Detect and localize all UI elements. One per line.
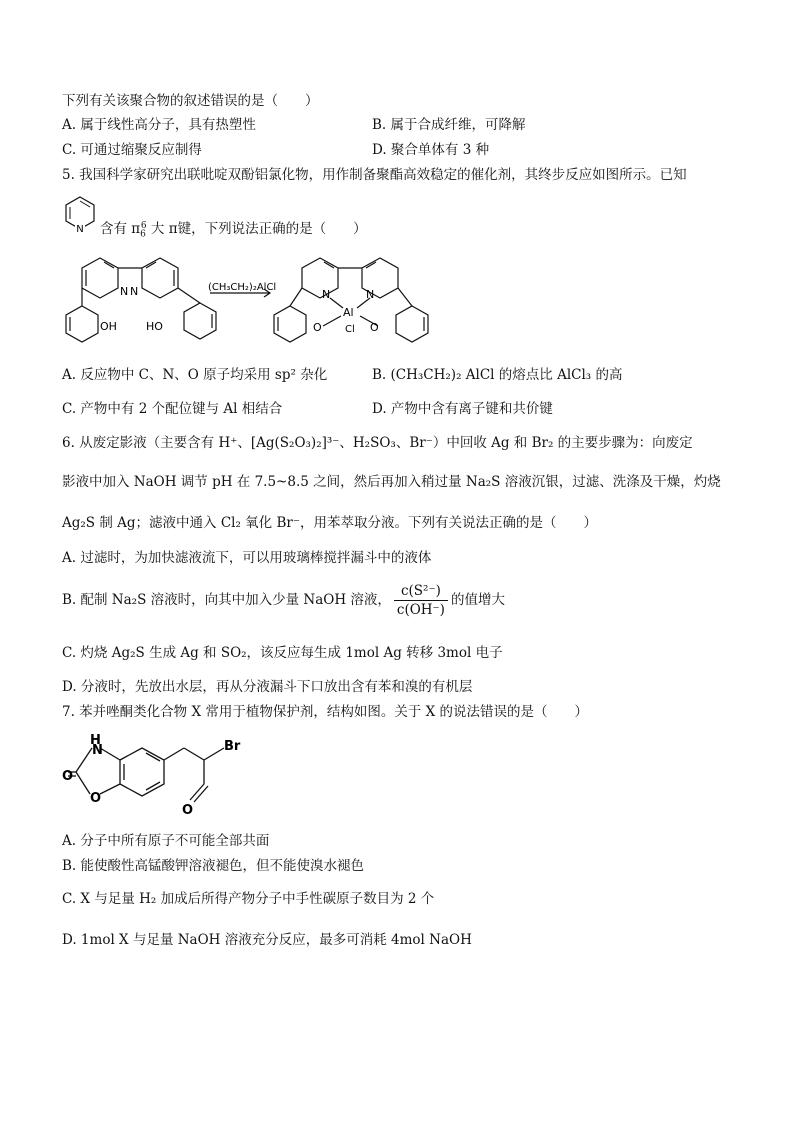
q6-option-c: C. 灼烧 Ag₂S 生成 Ag 和 SO₂，该反应每生成 1mol Ag 转移 3mol 电子 <box>62 645 503 661</box>
q4-stem: 下列有关该聚合物的叙述错误的是（ ） <box>62 93 319 109</box>
pyridine-n-label: N <box>76 224 84 234</box>
product-n2-label: N <box>366 288 375 301</box>
q5-stem-line2 <box>100 220 367 238</box>
q6-option-d: D. 分液时，先放出水层，再从分液漏斗下口放出含有苯和溴的有机层 <box>62 679 473 695</box>
q5-option-b-prefix: B. <box>372 367 391 383</box>
q5-line2-suffix: 大 π键，下列说法正确的是（ ） <box>146 221 367 237</box>
q7-option-c: C. X 与足量 H₂ 加成后所得产物分子中手性碳原子数目为 2 个 <box>62 891 435 907</box>
pi-subscript: 6 <box>140 229 146 240</box>
q7-stem: 7. 苯并唑酮类化合物 X 常用于植物保护剂，结构如图。关于 X 的说法错误的是（ ） <box>62 704 589 720</box>
q5-option-d: D. 产物中含有离子键和共价键 <box>372 401 553 417</box>
compound-n-label: N <box>92 743 103 758</box>
product-al-label: Al <box>343 306 354 319</box>
q7-option-d: D. 1mol X 与足量 NaOH 溶液充分反应，最多可消耗 4mol NaOH <box>62 932 472 948</box>
pi-superscript: 6 <box>140 220 147 231</box>
compound-aldehyde-o-label: O <box>182 803 194 818</box>
q5-line2-prefix: 含有 π <box>100 221 141 237</box>
compound-carbonyl-o-label: O <box>62 769 74 784</box>
q5-option-a: A. 反应物中 C、N、O 原子均采用 sp² 杂化 <box>62 367 328 383</box>
q6-option-b-suffix: 的值增大 <box>450 592 505 608</box>
reactant-n2-label: N <box>130 285 139 298</box>
reactant-n1-label: N <box>120 285 129 298</box>
q7-option-b: B. 能使酸性高锰酸钾溶液褪色，但不能使溴水褪色 <box>62 858 365 874</box>
q5-option-b <box>372 366 623 384</box>
compound-h-label: H <box>90 733 101 748</box>
q7-option-a: A. 分子中所有原子不可能全部共面 <box>62 833 270 849</box>
product-n1-label: N <box>322 288 331 301</box>
reagent-label: (CH₃CH₂)₂AlCl <box>208 282 277 293</box>
reaction-scheme <box>60 248 460 348</box>
q6-stem-line1: 6. 从废定影液（主要含有 H⁺、[Ag(S₂O₃)₂]³⁻、H₂SO₃、Br⁻）中回收 Ag 和 Br₂ 的主要步骤为：向废定 <box>62 435 693 451</box>
product-o2-label: O <box>370 321 379 334</box>
compound-br-label: Br <box>224 739 241 754</box>
reactant-oh-label: OH <box>100 320 117 333</box>
q6-stem-line2: 影液中加入 NaOH 调节 pH 在 7.5~8.5 之间，然后再加入稍过量 Na₂S 溶液沉银，过滤、洗涤及干燥，灼烧 <box>62 474 721 490</box>
q6-option-b-prefix: B. 配制 Na₂S 溶液时，向其中加入少量 NaOH 溶液， <box>62 592 391 608</box>
pyridine-structure <box>62 194 98 234</box>
q6-option-a: A. 过滤时，为加快滤液流下，可以用玻璃棒搅拌漏斗中的液体 <box>62 550 432 566</box>
q4-option-b: B. 属于合成纤维，可降解 <box>372 117 526 133</box>
concentration-ratio <box>394 582 448 619</box>
q4-option-a: A. 属于线性高分子，具有热塑性 <box>62 117 256 133</box>
q5-option-c: C. 产物中有 2 个配位键与 Al 相结合 <box>62 401 283 417</box>
q6-option-b <box>62 582 505 619</box>
q5-stem-line1: 5. 我国科学家研究出联吡啶双酚铝氯化物，用作制备聚酯高效稳定的催化剂，其终步反应如图所示。已知 <box>62 167 687 183</box>
compound-x-structure <box>62 728 282 828</box>
reactant-ho-label: HO <box>146 320 163 333</box>
q4-option-c: C. 可通过缩聚反应制得 <box>62 142 202 158</box>
compound-ring-o-label: O <box>90 791 102 806</box>
ratio-numerator: c(S²⁻) <box>394 582 448 601</box>
ratio-denominator: c(OH⁻) <box>396 602 445 618</box>
q5-option-b-suffix: 的熔点比 AlCl₃ 的高 <box>494 367 623 383</box>
product-o1-label: O <box>313 321 322 334</box>
q6-stem-line3: Ag₂S 制 Ag；滤液中通入 Cl₂ 氧化 Br⁻，用苯萃取分液。下列有关说法正确的是（ ） <box>62 515 597 531</box>
q5-option-b-formula: (CH₃CH₂)₂ AlCl <box>390 367 495 383</box>
q4-option-d: D. 聚合单体有 3 种 <box>372 142 490 158</box>
product-cl-label: Cl <box>345 324 355 335</box>
